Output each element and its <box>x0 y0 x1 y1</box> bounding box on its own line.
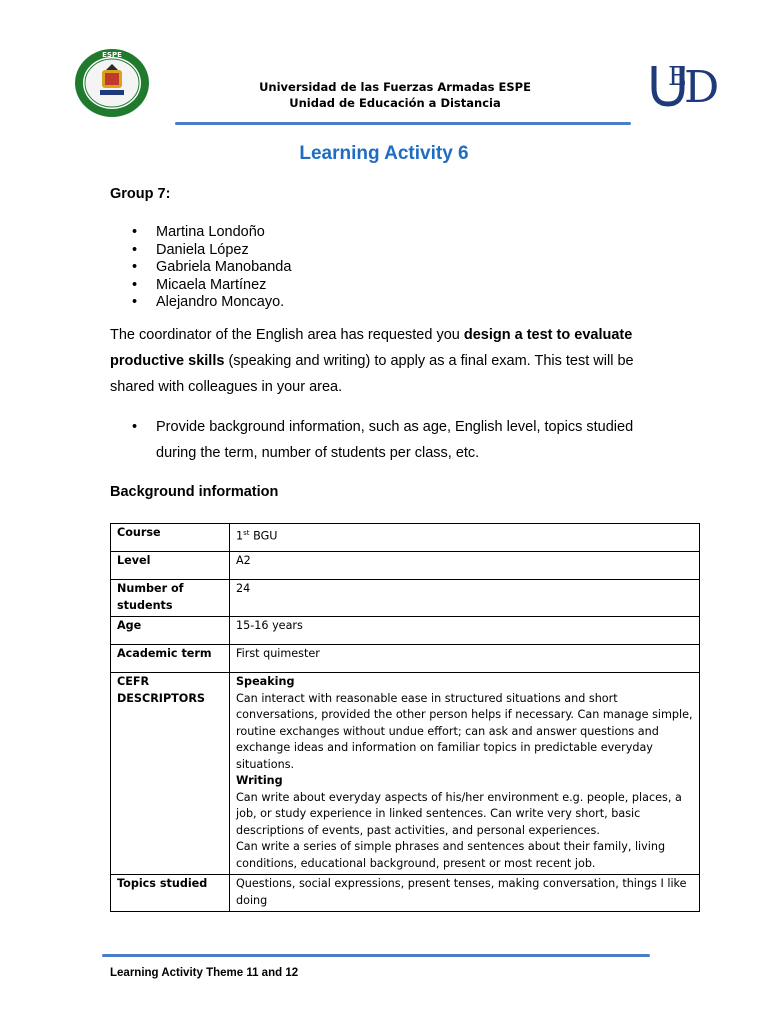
member-list <box>130 224 291 312</box>
row-label-students: Number of students <box>111 580 230 617</box>
table-row <box>111 617 700 645</box>
table-row <box>111 580 700 617</box>
svg-text:E: E <box>668 62 687 92</box>
university-name: Universidad de las Fuerzas Armadas ESPE <box>259 80 531 94</box>
row-label-topics: Topics studied <box>111 875 230 912</box>
institution-header <box>190 79 600 111</box>
row-value-cefr <box>230 673 700 875</box>
espe-logo <box>74 48 150 118</box>
svg-text:D: D <box>684 62 720 108</box>
list-item: • Gabriela Manobanda <box>130 259 291 277</box>
intro-text-2: (speaking and writing) to apply as a final exam. This test will be shared with colleagues in your area. <box>110 353 634 395</box>
footer-text: Learning Activity Theme 11 and 12 <box>110 967 299 979</box>
row-value-age: 15-16 years <box>230 617 700 645</box>
group-label: Group 7: <box>110 186 171 202</box>
table-row <box>111 645 700 673</box>
header-divider <box>175 122 631 125</box>
row-label-course: Course <box>111 524 230 552</box>
writing-heading: Writing <box>236 774 283 787</box>
writing-descriptor-1: Can write about everyday aspects of his/her environment e.g. people, places, a job, or study experience in linked sentences. Can write very short, basic descriptions of events, past activities, and personal experiences. <box>236 790 682 837</box>
unit-name: Unidad de Educación a Distancia <box>289 96 501 110</box>
row-label-cefr: CEFR DESCRIPTORS <box>111 673 230 875</box>
row-value-students: 24 <box>230 580 700 617</box>
section-heading: Background information <box>110 484 279 500</box>
ued-logo <box>648 58 732 108</box>
list-item: • Martina Londoño <box>130 224 291 242</box>
row-label-age: Age <box>111 617 230 645</box>
table-row <box>111 875 700 912</box>
speaking-heading: Speaking <box>236 675 295 688</box>
writing-descriptor-2: Can write a series of simple phrases and sentences about their family, living conditions, educational background, present or most recent job. <box>236 840 666 870</box>
row-value-course: 1st BGU <box>230 524 700 552</box>
row-value-topics: Questions, social expressions, present tenses, making conversation, things I like doing <box>230 875 700 912</box>
table-row <box>111 552 700 580</box>
espe-logo-text: ESPE <box>102 51 122 59</box>
row-label-level: Level <box>111 552 230 580</box>
table-row <box>111 524 700 552</box>
intro-paragraph <box>110 322 670 400</box>
page-title: Learning Activity 6 <box>299 143 469 164</box>
intro-bold: design a test to evaluate productive skills <box>110 327 633 369</box>
footer-divider <box>102 954 650 957</box>
speaking-descriptor: Can interact with reasonable ease in structured situations and short conversations, provided the other person helps if necessary. Can manage simple, routine exchanges without undue effort; can ask and answer questions and exchange ideas and information on familiar topics in predictable everyday situations. <box>236 691 693 771</box>
list-item: • Micaela Martínez <box>130 277 291 295</box>
row-label-term: Academic term <box>111 645 230 673</box>
list-item: • Daniela López <box>130 242 291 260</box>
row-value-level: A2 <box>230 552 700 580</box>
list-item: • Alejandro Moncayo. <box>130 294 291 312</box>
instruction-bullet: • Provide background information, such as age, English level, topics studied during the term, number of students per class, etc. <box>130 414 675 466</box>
intro-text-1: The coordinator of the English area has requested you <box>110 327 464 343</box>
table-row <box>111 673 700 875</box>
background-table <box>110 523 700 912</box>
row-value-term: First quimester <box>230 645 700 673</box>
